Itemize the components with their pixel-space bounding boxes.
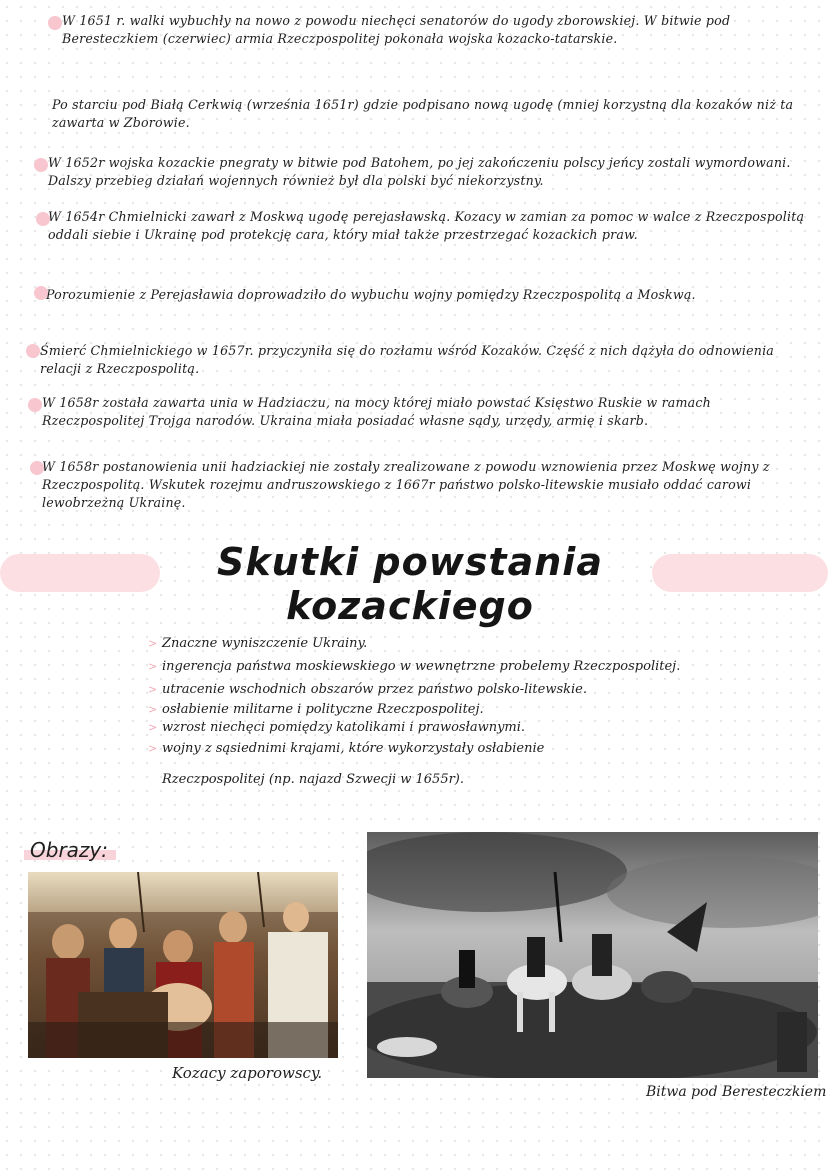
arrow-icon: >: [148, 721, 158, 734]
paragraph-perejaslaw: Porozumienie z Perejasławia doprowadziło do wybuchu wojny pomiędzy Rzeczpospolitą a Moskwą.: [46, 287, 696, 302]
bullet-dot-icon: [48, 16, 62, 30]
arrow-icon: >: [148, 637, 158, 650]
paragraph-1652: W 1652r wojska kozackie pnegraty w bitwie pod Batohem, po jej zakończeniu polscy jeńcy zostali wymordowani. Dalszy przebieg działań wojennych również był dla polski być niekorzystny.: [48, 155, 791, 188]
bullet-dot-icon: [26, 344, 40, 358]
heading-band-right: [652, 554, 828, 592]
paragraph-1657: Śmierć Chmielnickiego w 1657r. przyczyniła się do rozłamu wśród Kozaków. Część z nich dążyła do odnowienia relacji z Rzeczpospolitą.: [40, 343, 774, 376]
caption-bitwa: Bitwa pod Beresteczkiem: [646, 1084, 827, 1100]
paragraph-1658-unia: W 1658r została zawarta unia w Hadziaczu, na mocy której miało powstać Księstwo Ruskie w ramach Rzeczpospolitej Trojga narodów. Ukraina miała posiadać własne sądy, urzędy, armię i skarb.: [42, 395, 711, 428]
effect-text: wzrost niechęci pomiędzy katolikami i prawosławnymi.: [162, 720, 526, 735]
arrow-icon: >: [148, 660, 158, 673]
list-item: [148, 719, 798, 737]
list-item: [148, 655, 798, 678]
images-label: Obrazy:: [30, 838, 108, 862]
paragraph-1651: W 1651 r. walki wybuchły na nowo z powodu niechęci senatorów do ugody zborowskiej. W bitwie pod Beresteczkiem (czerwiec) armia Rzeczpospolitej pokonała wojska kozacko-tatarskie.: [62, 13, 731, 46]
effect-text: utracenie wschodnich obszarów przez państwo polsko-litewskie.: [162, 682, 587, 697]
effect-continuation: Rzeczpospolitej (np. najazd Szwecji w 1655r).: [162, 772, 465, 787]
paragraph-1658-postanowienia: W 1658r postanowienia unii hadziackiej nie zostały zrealizowane z powodu wznowienia przez Moskwę wojny z Rzeczpospolitą. Wskutek rozejmu andruszowskiego z 1667r państwo polsko-litewskie musiało oddać carowi lewobrzeżną Ukrainę.: [42, 459, 770, 510]
section-title: Skutki powstania kozackiego: [217, 540, 603, 628]
effect-text: osłabienie militarne i polityczne Rzeczpospolitej.: [162, 702, 484, 717]
painting-bitwa-image: [367, 832, 818, 1078]
heading-band-left: [0, 554, 160, 592]
effect-text: ingerencja państwa moskiewskiego w wewnętrzne probelemy Rzeczpospolitej.: [162, 659, 681, 674]
effect-text: Znaczne wyniszczenie Ukrainy.: [162, 636, 368, 651]
arrow-icon: >: [148, 703, 158, 716]
painting-kozacy-image: [28, 872, 338, 1058]
paragraph-biala-cerkiew: Po starciu pod Białą Cerkwią (września 1651r) gdzie podpisano nową ugodę (mniej korzystną dla kozaków niż ta zawarta w Zborowie.: [52, 97, 794, 130]
effect-text: wojny z sąsiednimi krajami, które wykorzystały osłabienie: [162, 741, 545, 756]
list-item: [148, 737, 798, 760]
list-item: [148, 701, 798, 719]
arrow-icon: >: [148, 683, 158, 696]
effects-list: [148, 632, 798, 791]
bullet-dot-icon: [34, 158, 48, 172]
bullet-dot-icon: [28, 398, 42, 412]
paragraph-1654: W 1654r Chmielnicki zawarł z Moskwą ugodę perejasławską. Kozacy w zamian za pomoc w walce z Rzeczpospolitą oddali siebie i Ukrainę pod protekcję cara, który miał także przestrzegać kozackich praw.: [48, 209, 805, 242]
list-item: [148, 632, 798, 655]
arrow-icon: >: [148, 742, 158, 755]
caption-kozacy: Kozacy zaporowscy.: [172, 1064, 323, 1082]
list-item: [148, 678, 798, 701]
